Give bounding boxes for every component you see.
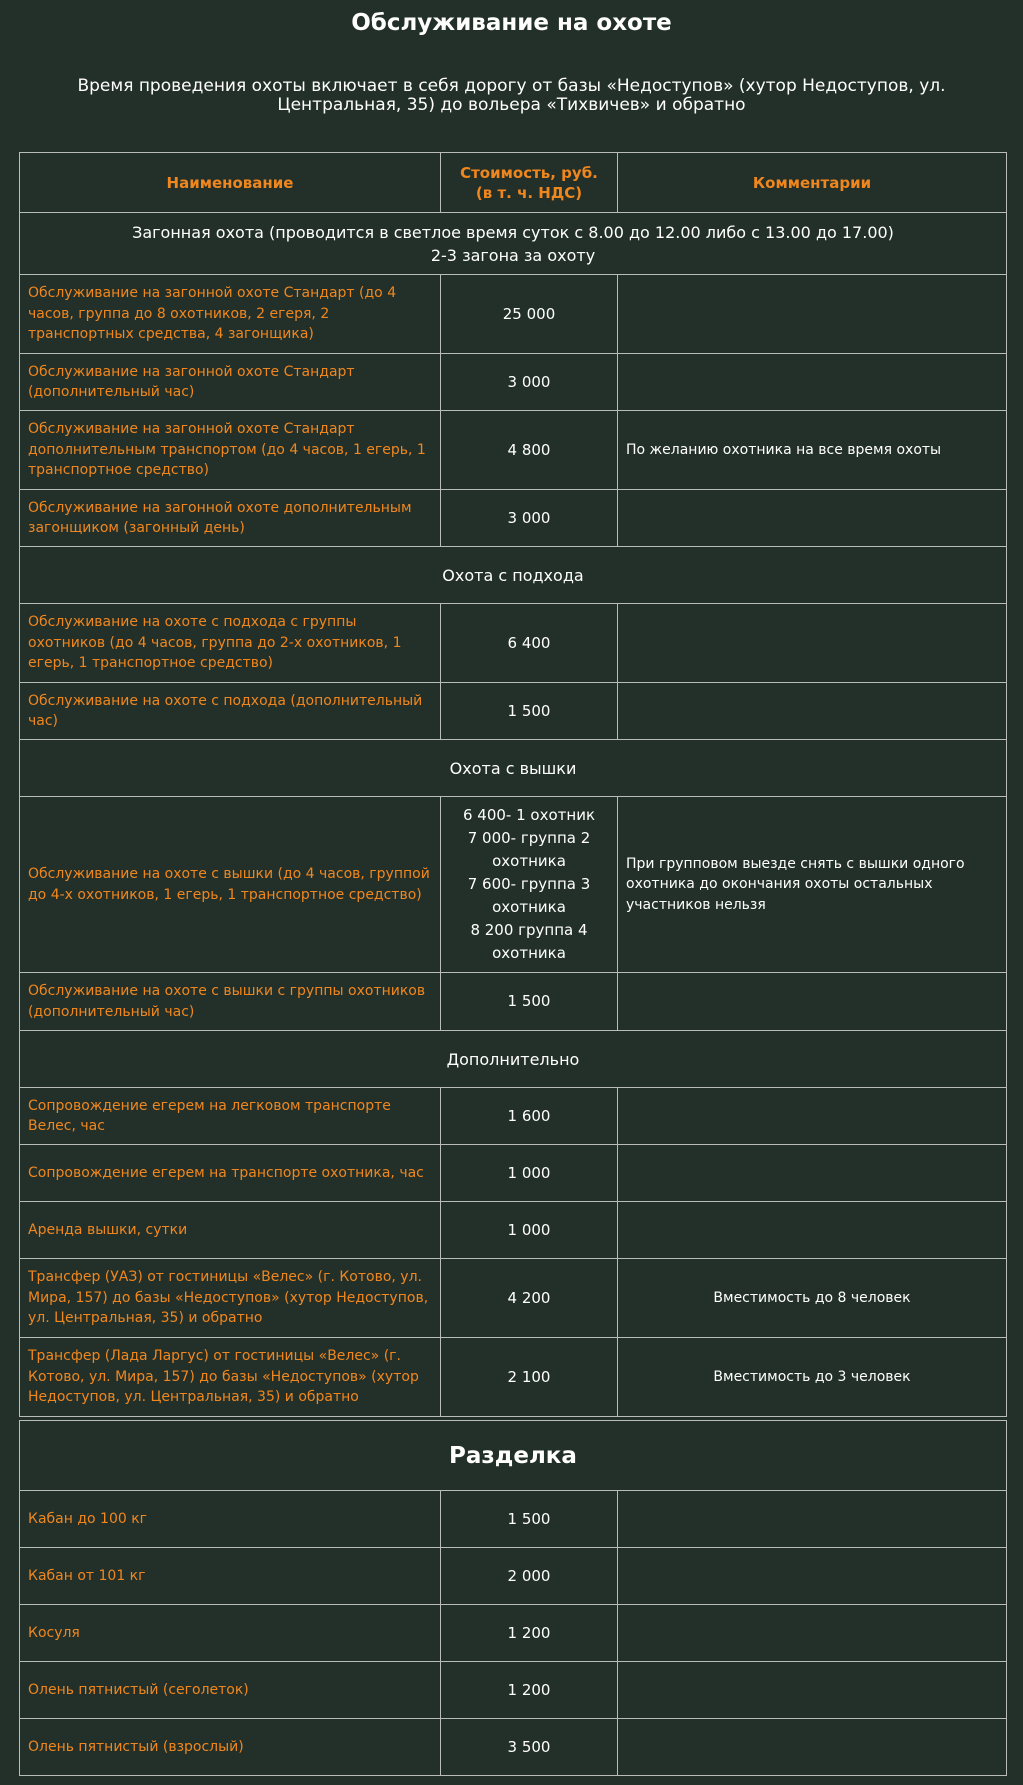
service-comment <box>618 490 1007 547</box>
service-comment: Вместимость до 8 человек <box>618 1259 1007 1338</box>
table-row <box>20 1145 1007 1202</box>
price-line: охотника <box>492 944 566 962</box>
service-name: Обслуживание на охоте с подхода с группы охотников (до 4 часов, группа до 2-х охотников, 1 егерь, 1 транспортное средство) <box>20 604 441 683</box>
service-name: Обслуживание на охоте с вышки с группы охотников (дополнительный час) <box>20 973 441 1031</box>
table-row <box>20 683 1007 740</box>
table-row <box>20 1719 1007 1776</box>
service-comment <box>618 1605 1007 1662</box>
header-price-line1: Стоимость, руб. <box>460 163 598 182</box>
service-name: Олень пятнистый (сеголеток) <box>20 1662 441 1719</box>
service-price: 2 000 <box>441 1548 618 1605</box>
price-line: 7 000- группа 2 <box>467 829 591 847</box>
service-name: Сопровождение егерем на легковом транспорте Велес, час <box>20 1088 441 1145</box>
service-price: 1 600 <box>441 1088 618 1145</box>
service-price: 3 500 <box>441 1719 618 1776</box>
table-row <box>20 275 1007 354</box>
service-comment: При групповом выезде снять с вышки одного охотника до окончания охоты остальных участников нельзя <box>618 797 1007 973</box>
section-title-tower-hunt: Охота с вышки <box>20 740 1007 797</box>
razdelka-title: Разделка <box>20 1421 1007 1491</box>
section-row <box>20 213 1007 275</box>
table-row <box>20 1338 1007 1417</box>
service-name: Олень пятнистый (взрослый) <box>20 1719 441 1776</box>
service-comment <box>618 1662 1007 1719</box>
table-row <box>20 1259 1007 1338</box>
service-name: Обслуживание на загонной охоте Стандарт (дополнительный час) <box>20 354 441 411</box>
service-price: 1 500 <box>441 683 618 740</box>
service-comment <box>618 1719 1007 1776</box>
table-header-row <box>20 153 1007 213</box>
service-comment <box>618 973 1007 1031</box>
service-price: 2 100 <box>441 1338 618 1417</box>
service-name: Косуля <box>20 1605 441 1662</box>
service-comment <box>618 354 1007 411</box>
services-price-table <box>19 152 1007 1417</box>
table-row <box>20 411 1007 490</box>
table-row <box>20 604 1007 683</box>
section-row <box>20 1031 1007 1088</box>
service-name: Аренда вышки, сутки <box>20 1202 441 1259</box>
service-price: 3 000 <box>441 490 618 547</box>
section-title-additional: Дополнительно <box>20 1031 1007 1088</box>
intro-text: Время проведения охоты включает в себя дорогу от базы «Недоступов» (хутор Недоступов, ул. Центральная, 35) до вольера «Тихвичев» и обратно <box>77 76 946 115</box>
service-comment <box>618 683 1007 740</box>
service-name: Обслуживание на охоте с подхода (дополнительный час) <box>20 683 441 740</box>
service-comment <box>618 275 1007 354</box>
service-price: 1 200 <box>441 1605 618 1662</box>
service-price: 1 000 <box>441 1145 618 1202</box>
table-row <box>20 490 1007 547</box>
service-price: 4 200 <box>441 1259 618 1338</box>
service-name: Кабан от 101 кг <box>20 1548 441 1605</box>
table-row <box>20 1605 1007 1662</box>
service-price: 1 000 <box>441 1202 618 1259</box>
table-row <box>20 1088 1007 1145</box>
service-name: Обслуживание на загонной охоте Стандарт дополнительным транспортом (до 4 часов, 1 егерь, 1 транспортное средство) <box>20 411 441 490</box>
price-line: охотника <box>492 852 566 870</box>
service-comment <box>618 1088 1007 1145</box>
price-line: 8 200 группа 4 <box>470 921 588 939</box>
table-row <box>20 1548 1007 1605</box>
table-row <box>20 1202 1007 1259</box>
service-price: 1 500 <box>441 1491 618 1548</box>
section-title-line2: 2-3 загона за охоту <box>430 245 596 265</box>
service-name: Трансфер (Лада Ларгус) от гостиницы «Велес» (г. Котово, ул. Мира, 157) до базы «Недоступов» (хутор Недоступов, ул. Центральная, 35) и обратно <box>20 1338 441 1417</box>
butchering-price-table <box>19 1420 1007 1776</box>
table-row <box>20 797 1007 973</box>
service-comment <box>618 604 1007 683</box>
service-comment <box>618 1548 1007 1605</box>
service-price: 25 000 <box>441 275 618 354</box>
table-row <box>20 1491 1007 1548</box>
service-name: Обслуживание на загонной охоте дополнительным загонщиком (загонный день) <box>20 490 441 547</box>
service-price <box>441 797 618 973</box>
table-row <box>20 1662 1007 1719</box>
service-price: 1 200 <box>441 1662 618 1719</box>
price-line: охотника <box>492 898 566 916</box>
page-title: Обслуживание на охоте <box>351 10 672 36</box>
service-name: Обслуживание на загонной охоте Стандарт (до 4 часов, группа до 8 охотников, 2 егеря, 2 транспортных средства, 4 загонщика) <box>20 275 441 354</box>
service-price: 1 500 <box>441 973 618 1031</box>
service-name: Обслуживание на охоте с вышки (до 4 часов, группой до 4-х охотников, 1 егерь, 1 транспортное средство) <box>20 797 441 973</box>
service-name: Кабан до 100 кг <box>20 1491 441 1548</box>
service-comment <box>618 1491 1007 1548</box>
service-price: 4 800 <box>441 411 618 490</box>
service-comment: По желанию охотника на все время охоты <box>618 411 1007 490</box>
header-name: Наименование <box>20 153 441 213</box>
header-price <box>441 153 618 213</box>
header-comment: Комментарии <box>618 153 1007 213</box>
section-row <box>20 547 1007 604</box>
service-name: Трансфер (УАЗ) от гостиницы «Велес» (г. Котово, ул. Мира, 157) до базы «Недоступов» (хутор Недоступов, ул. Центральная, 35) и обратно <box>20 1259 441 1338</box>
section-row <box>20 740 1007 797</box>
section-title-stalking: Охота с подхода <box>20 547 1007 604</box>
razdelka-title-row <box>20 1421 1007 1491</box>
service-price: 3 000 <box>441 354 618 411</box>
section-title-driven-hunt <box>20 213 1007 275</box>
header-price-line2: (в т. ч. НДС) <box>475 183 583 202</box>
section-title-line1: Загонная охота (проводится в светлое время суток с 8.00 до 12.00 либо с 13.00 до 17.00) <box>132 222 894 242</box>
table-row <box>20 354 1007 411</box>
price-line: 7 600- группа 3 <box>467 875 591 893</box>
service-comment <box>618 1202 1007 1259</box>
service-comment <box>618 1145 1007 1202</box>
service-price: 6 400 <box>441 604 618 683</box>
service-name: Сопровождение егерем на транспорте охотника, час <box>20 1145 441 1202</box>
price-line: 6 400- 1 охотник <box>462 806 596 824</box>
service-comment: Вместимость до 3 человек <box>618 1338 1007 1417</box>
table-row <box>20 973 1007 1031</box>
